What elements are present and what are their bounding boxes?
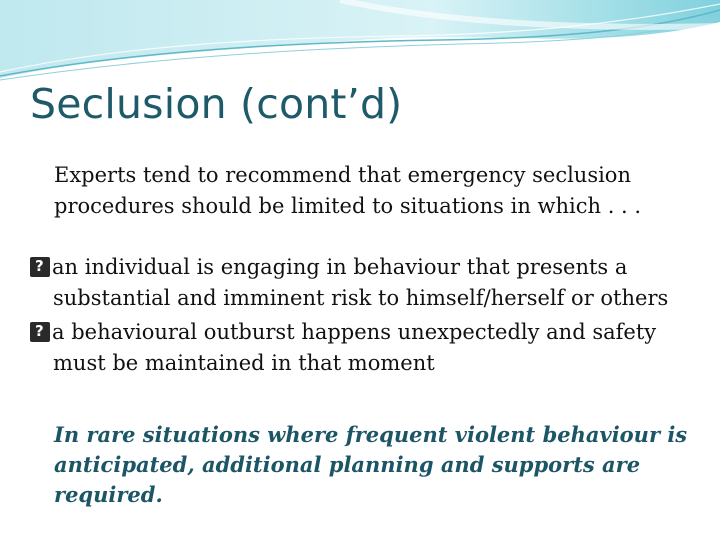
note-line: In rare situations where frequent violent behaviour is bbox=[54, 422, 688, 447]
header-wave-decoration bbox=[0, 0, 720, 82]
bullet-text-line: an individual is engaging in behaviour that presents a bbox=[52, 255, 628, 279]
intro-paragraph bbox=[54, 160, 641, 222]
note-paragraph bbox=[54, 420, 687, 510]
intro-line: procedures should be limited to situations in which . . . bbox=[54, 194, 642, 218]
bullet-text-line: must be maintained in that moment bbox=[53, 351, 435, 375]
bullet-item bbox=[30, 317, 656, 379]
bullet-marker-icon bbox=[30, 322, 50, 342]
bullet-text-line: substantial and imminent risk to himself/herself or others bbox=[53, 286, 669, 310]
bullet-text-line: a behavioural outburst happens unexpectedly and safety bbox=[52, 320, 657, 344]
note-line: required. bbox=[54, 482, 163, 507]
intro-line: Experts tend to recommend that emergency seclusion bbox=[54, 163, 631, 187]
slide-title: Seclusion (cont’d) bbox=[30, 80, 403, 128]
bullet-marker-icon bbox=[30, 257, 50, 277]
note-line: anticipated, additional planning and supports are bbox=[54, 452, 641, 477]
bullet-item bbox=[30, 252, 668, 314]
